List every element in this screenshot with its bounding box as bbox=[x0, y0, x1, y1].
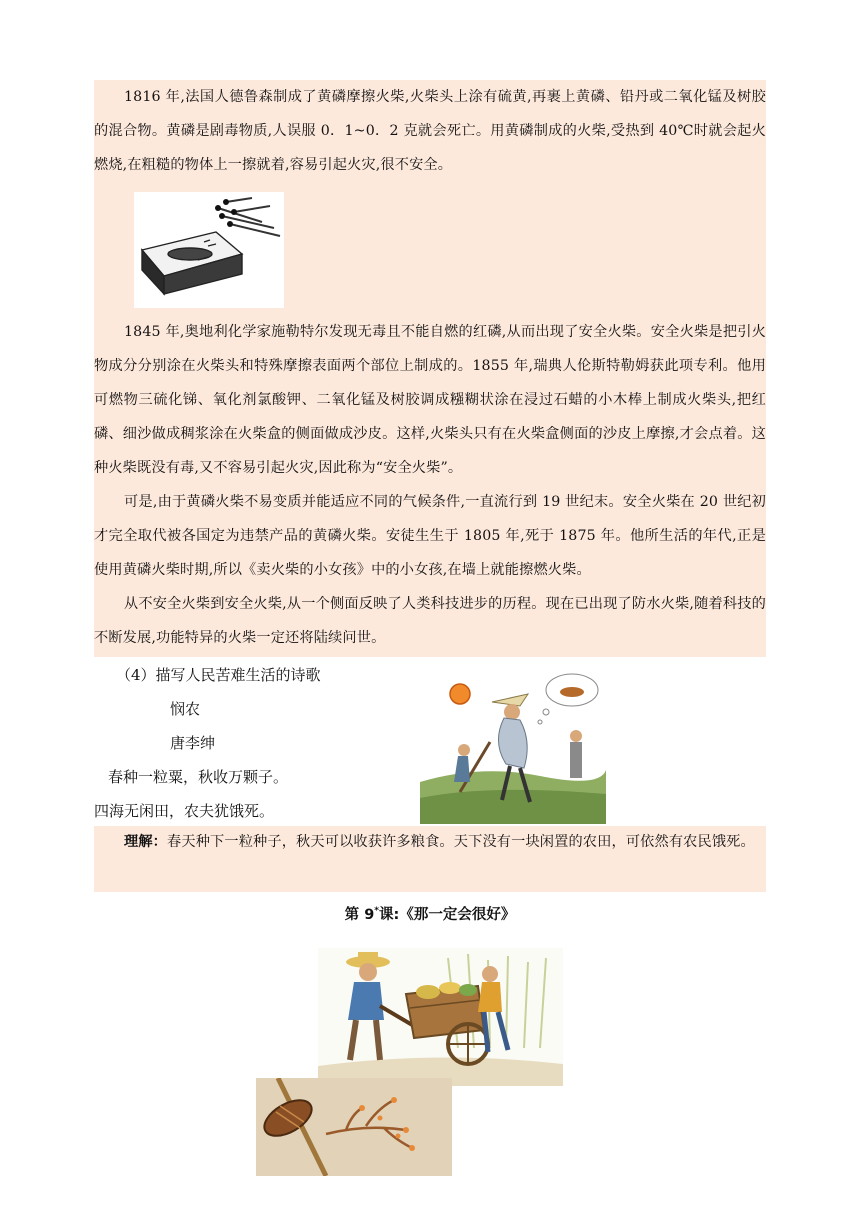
wheelbarrow-illustration bbox=[318, 948, 563, 1086]
poem-author: 唐李绅 bbox=[170, 734, 216, 752]
understanding-section bbox=[94, 826, 766, 892]
understanding-label: 理解： bbox=[124, 834, 168, 850]
lesson-title bbox=[0, 903, 860, 924]
cocoon-illustration bbox=[256, 1078, 452, 1176]
match-history-section bbox=[94, 80, 766, 657]
poem-title: 悯农 bbox=[170, 700, 201, 718]
understanding-text: 春天种下一粒种子，秋天可以收获许多粮食。天下没有一块闲置的农田，可依然有农民饿死。 bbox=[167, 834, 755, 850]
article-continuation bbox=[94, 315, 766, 655]
poem-line-1: 春种一粒粟，秋收万颗子。 bbox=[108, 768, 289, 786]
poem-line-2: 四海无闲田，农夫犹饿死。 bbox=[94, 802, 275, 820]
farmer-illustration bbox=[420, 672, 606, 824]
paragraph-yellow-phosphorus-match: 1816 年,法国人德鲁森制成了黄磷摩擦火柴,火柴头上涂有硫黄,再裹上黄磷、铅丹或二氧化锰及树胶的混合物。黄磷是剧毒物质,人误服 0．1~0．2 克就会死亡。用黄磷制成的火柴,受热到 40℃时就会起火燃烧,在粗糙的物体上一擦就着,容易引起火灾,很不安全。 bbox=[94, 89, 766, 173]
paragraph-andersen-era: 可是,由于黄磷火柴不易变质并能适应不同的气候条件,一直流行到 19 世纪末。安全火柴在 20 世纪初才完全取代被各国定为违禁产品的黄磷火柴。安徒生生于 1805 年,死于 1875 年。他所生活的年代,正是使用黄磷火柴时期,所以《卖火柴的小女孩》中的小女孩,在墙上就能擦燃火柴。 bbox=[94, 494, 766, 578]
lesson-title-suffix: 课:《那一定会很好》 bbox=[379, 907, 516, 923]
paragraph-progress: 从不安全火柴到安全火柴,从一个侧面反映了人类科技进步的历程。现在已出现了防水火柴,随着科技的不断发展,功能特异的火柴一定还将陆续问世。 bbox=[94, 596, 766, 646]
understanding-paragraph bbox=[94, 826, 766, 859]
poem-section-heading: （4）描写人民苦难生活的诗歌 bbox=[116, 666, 321, 684]
paragraph-safety-match: 1845 年,奥地利化学家施勒特尔发现无毒且不能自燃的红磷,从而出现了安全火柴。安全火柴是把引火物成分分别涂在火柴头和特殊摩擦表面两个部位上制成的。1855 年,瑞典人伦斯特勒姆获此项专利。他用可燃物三硫化锑、氧化剂氯酸钾、二氧化锰及树胶调成糨糊状涂在浸过石蜡的小木棒上制成火柴头,把红磷、细沙做成稠浆涂在火柴盒的侧面做成沙皮。这样,火柴头只有在火柴盒侧面的沙皮上摩擦,才会点着。这种火柴既没有毒,又不容易引起火灾,因此称为“安全火柴”。 bbox=[94, 324, 766, 476]
lesson-title-prefix: 第 9 bbox=[344, 907, 375, 923]
lesson-title-star: * bbox=[374, 906, 380, 917]
matchbox-illustration bbox=[134, 192, 284, 308]
